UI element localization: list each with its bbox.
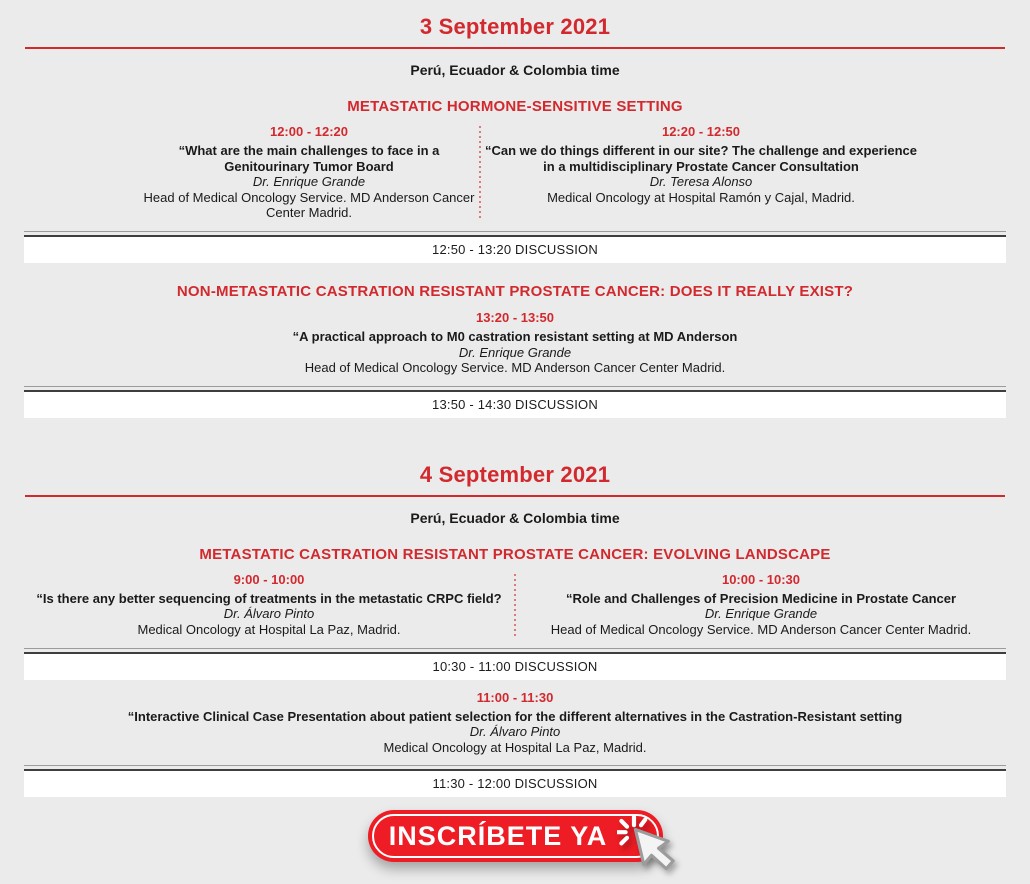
session-time: 13:20 - 13:50 (475, 309, 555, 325)
day-1-session-full (24, 310, 1006, 376)
session-title: “Is there any better sequencing of treatments in the metastatic CRPC field? (36, 590, 502, 606)
session-affiliation: Medical Oncology at Hospital La Paz, Madrid. (383, 739, 647, 755)
register-button[interactable] (368, 810, 663, 862)
click-cursor-icon (617, 814, 679, 884)
discussion-band (24, 765, 1006, 797)
session-speaker: Dr. Álvaro Pinto (469, 724, 561, 740)
session-time: 10:00 - 10:30 (721, 571, 801, 587)
day-2-block-1-heading: METASTATIC CASTRATION RESISTANT PROSTATE CANCER: EVOLVING LANDSCAPE (199, 545, 831, 563)
session-affiliation: Medical Oncology at Hospital La Paz, Madrid. (137, 621, 401, 637)
session-title: “What are the main challenges to face in a Genitourinary Tumor Board (178, 143, 440, 174)
session-speaker: Dr. Enrique Grande (252, 174, 366, 190)
day-1-block-2-heading: NON-METASTATIC CASTRATION RESISTANT PROSTATE CANCER: DOES IT REALLY EXIST? (176, 282, 854, 300)
session-title: “A practical approach to M0 castration resistant setting at MD Anderson (292, 328, 738, 344)
day-2-title: 4 September 2021 (419, 461, 611, 487)
session-title: “Interactive Clinical Case Presentation about patient selection for the different alternatives in the Castration-Resistant setting (127, 708, 903, 724)
day-2-timezone: Perú, Ecuador & Colombia time (410, 509, 620, 526)
discussion-label: 11:30 - 12:00 DISCUSSION (24, 771, 1006, 797)
session-title: “Can we do things different in our site? The challenge and experience in a multidisciplinary Prostate Cancer Consultation (485, 143, 917, 174)
discussion-label: 13:50 - 14:30 DISCUSSION (24, 392, 1006, 418)
session-affiliation: Head of Medical Oncology Service. MD Anderson Cancer Center Madrid. (143, 189, 475, 221)
cta-container (0, 810, 1030, 862)
session-speaker: Dr. Álvaro Pinto (223, 606, 315, 622)
session-column-right (481, 124, 1006, 221)
session-speaker: Dr. Enrique Grande (458, 344, 572, 360)
session-affiliation: Medical Oncology at Hospital Ramón y Cajal, Madrid. (547, 189, 855, 205)
session-column-left (24, 124, 479, 221)
day-1-section (0, 14, 1030, 418)
day-1-session-row (24, 124, 1006, 221)
day-1-block-1-heading: METASTATIC HORMONE-SENSITIVE SETTING (347, 98, 683, 115)
day-1-timezone: Perú, Ecuador & Colombia time (410, 62, 620, 78)
session-affiliation: Head of Medical Oncology Service. MD Anderson Cancer Center Madrid. (550, 621, 972, 637)
session-speaker: Dr. Enrique Grande (704, 606, 818, 622)
register-button-label: INSCRÍBETE YA (388, 821, 608, 852)
day-2-rule (25, 495, 1005, 497)
discussion-band (24, 386, 1006, 418)
session-affiliation: Head of Medical Oncology Service. MD Anderson Cancer Center Madrid. (304, 360, 726, 376)
session-time: 9:00 - 10:00 (233, 571, 305, 587)
day-2-session-row (24, 572, 1006, 638)
session-title: “Role and Challenges of Precision Medicine in Prostate Cancer (565, 590, 957, 606)
session-time: 12:00 - 12:20 (269, 124, 349, 139)
session-speaker: Dr. Teresa Alonso (649, 174, 753, 190)
day-2-session-full (24, 690, 1006, 756)
discussion-band (24, 648, 1006, 680)
session-time: 11:00 - 11:30 (476, 689, 554, 705)
discussion-label: 10:30 - 11:00 DISCUSSION (24, 654, 1006, 680)
session-column-right (516, 572, 1006, 638)
session-column-left (24, 572, 514, 638)
day-2-section (0, 462, 1030, 798)
session-time: 12:20 - 12:50 (661, 124, 741, 139)
day-1-title: 3 September 2021 (419, 14, 611, 39)
discussion-band (24, 231, 1006, 263)
discussion-label: 12:50 - 13:20 DISCUSSION (24, 237, 1006, 263)
day-1-rule (25, 47, 1005, 49)
